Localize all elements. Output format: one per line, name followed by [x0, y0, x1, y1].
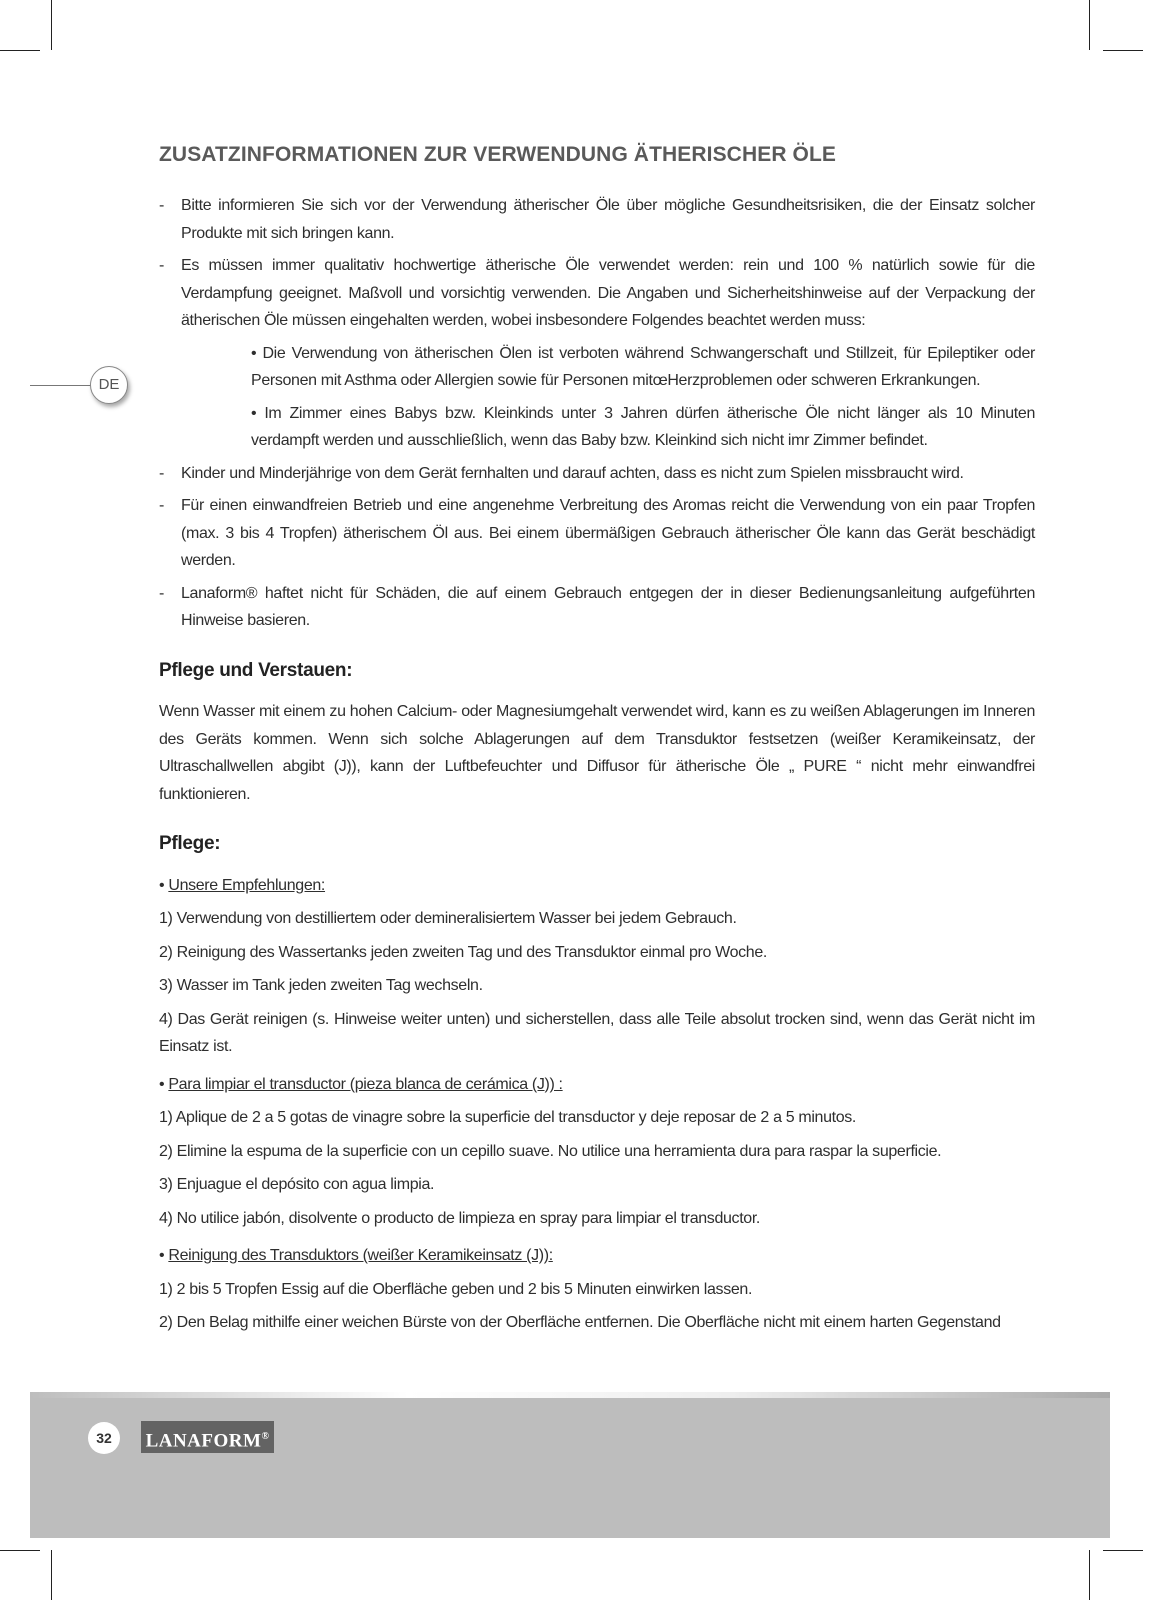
brand-name: LANAFORM: [145, 1430, 262, 1452]
bullet: •: [159, 876, 169, 894]
list-item: - Bitte informieren Sie sich vor der Verwendung ätherischer Öle über mögliche Gesundheitsrisiken, die der Einsatz solcher Produkte mit sich bringen kann.: [159, 192, 1035, 247]
page-title: ZUSATZINFORMATIONEN ZUR VERWENDUNG ÄTHERISCHER ÖLE: [159, 143, 836, 166]
sub-list-item: • Die Verwendung von ätherischen Ölen ist verboten während Schwangerschaft und Stillzeit, für Epileptiker oder Personen mit Asthma oder Allergien sowie für Personen mitœHerzproblemen oder schweren Erkrankungen.: [251, 344, 1035, 389]
crop-mark: [1089, 0, 1090, 50]
section-heading-care-storage: Pflege und Verstauen:: [159, 659, 353, 681]
list-item: 1) Verwendung von destilliertem oder demineralisiertem Wasser bei jedem Gebrauch.: [159, 910, 737, 927]
list-item: 2) Reinigung des Wassertanks jeden zweiten Tag und des Transduktor einmal pro Woche.: [159, 943, 767, 961]
bullet: •: [159, 1247, 169, 1264]
transducer-cleaning-group: [159, 1242, 1035, 1337]
page-number: 32: [88, 1422, 120, 1454]
list-item: - Kinder und Minderjährige von dem Gerät fernhalten und darauf achten, dass es nicht zum Spielen missbraucht wird.: [159, 460, 1035, 488]
footer-band: [30, 1392, 1110, 1538]
list-item: 2) Den Belag mithilfe einer weichen Bürste von der Oberfläche entfernen. Die Oberfläche nicht mit einem harten Gegenstand: [159, 1314, 1001, 1331]
list-item: - Für einen einwandfreien Betrieb und eine angenehme Verbreitung des Aromas reicht die Verwendung von ein paar Tropfen (max. 3 bis 4 Tropfen) ätherischem Öl aus. Bei einem übermäßigen Gebrauch ätherischer Öle kann das Gerät beschädigt werden.: [159, 492, 1035, 575]
list-item: 3) Enjuague el depósito con agua limpia.: [159, 1176, 435, 1193]
recommendations-group: [159, 872, 1035, 1061]
list-item: - Es müssen immer qualitativ hochwertige ätherische Öle verwendet werden: rein und 100 % natürlich sowie für die Verdampfung geeignet. Maßvoll und vorsichtig verwenden. Die Angaben und Sicherheitshinweise auf der Verpackung der ätherischen Öle müssen eingehalten werden, wobei insbesondere Folgendes beachtet werden muss:: [159, 252, 1035, 335]
crop-mark: [1103, 1550, 1143, 1551]
group-label: [159, 872, 1035, 900]
oil-info-list: [159, 192, 1035, 335]
care-storage-paragraph: Wenn Wasser mit einem zu hohen Calcium- oder Magnesiumgehalt verwendet wird, kann es zu weißen Ablagerungen im Inneren des Geräts kommen. Wenn sich solche Ablagerungen auf dem Transduktor festsetzen (weißer Keramikeinsatz, der Ultraschallwellen abgibt (J)), kann der Luftbefeuchter und Diffusor für ätherische Öle „ PURE “ nicht mehr einwandfrei funktionieren.: [159, 703, 1035, 803]
registered-mark: ®: [261, 1431, 270, 1442]
group-label: [159, 1071, 1035, 1099]
transducer-cleaning-label: Reinigung des Transduktors (weißer Keramikeinsatz (J)):: [168, 1247, 553, 1264]
crop-mark: [1089, 1550, 1090, 1600]
crop-mark: [51, 1550, 52, 1600]
group-label: [159, 1242, 1035, 1270]
bullet: •: [159, 1075, 169, 1093]
footer-divider: [30, 1392, 1110, 1398]
crop-mark: [0, 50, 40, 51]
crop-mark: [51, 0, 52, 50]
list-item: 3) Wasser im Tank jeden zweiten Tag wechseln.: [159, 977, 483, 994]
crop-mark: [0, 1550, 40, 1551]
spanish-transducer-label: Para limpiar el transductor (pieza blanca de cerámica (J)) :: [168, 1075, 563, 1093]
language-tab: [30, 366, 125, 406]
list-item: 4) Das Gerät reinigen (s. Hinweise weiter unten) und sicherstellen, dass alle Teile absolut trocken sind, wenn das Gerät nicht im Einsatz ist.: [159, 1010, 1035, 1055]
brand-logo: [141, 1421, 274, 1453]
crop-mark: [1103, 50, 1143, 51]
spanish-transducer-group: [159, 1071, 1035, 1233]
list-item: 4) No utilice jabón, disolvente o producto de limpieza en spray para limpiar el transductor.: [159, 1209, 761, 1227]
list-item: 1) 2 bis 5 Tropfen Essig auf die Oberfläche geben und 2 bis 5 Minuten einwirken lassen.: [159, 1280, 753, 1298]
list-item: - Lanaform® haftet nicht für Schäden, die auf einem Gebrauch entgegen der in dieser Bedienungsanleitung aufgeführten Hinweise basieren.: [159, 580, 1035, 635]
page-content: [159, 140, 1035, 1343]
list-item: 2) Elimine la espuma de la superficie con un cepillo suave. No utilice una herramienta dura para raspar la superficie.: [159, 1142, 942, 1160]
language-badge: DE: [90, 366, 128, 404]
section-heading-care: Pflege:: [159, 833, 221, 854]
oil-info-list-continued: [159, 460, 1035, 635]
language-tab-line: [30, 385, 92, 386]
sub-list-item: • Im Zimmer eines Babys bzw. Kleinkinds unter 3 Jahren dürfen ätherische Öle nicht länger als 10 Minuten verdampft werden und ausschließlich, wenn das Baby bzw. Kleinkind sich nicht imr Zimmer befindet.: [251, 404, 1035, 449]
list-item: 1) Aplique de 2 a 5 gotas de vinagre sobre la superficie del transductor y deje reposar de 2 a 5 minutos.: [159, 1109, 857, 1126]
recommendations-label: Unsere Empfehlungen:: [168, 876, 326, 894]
